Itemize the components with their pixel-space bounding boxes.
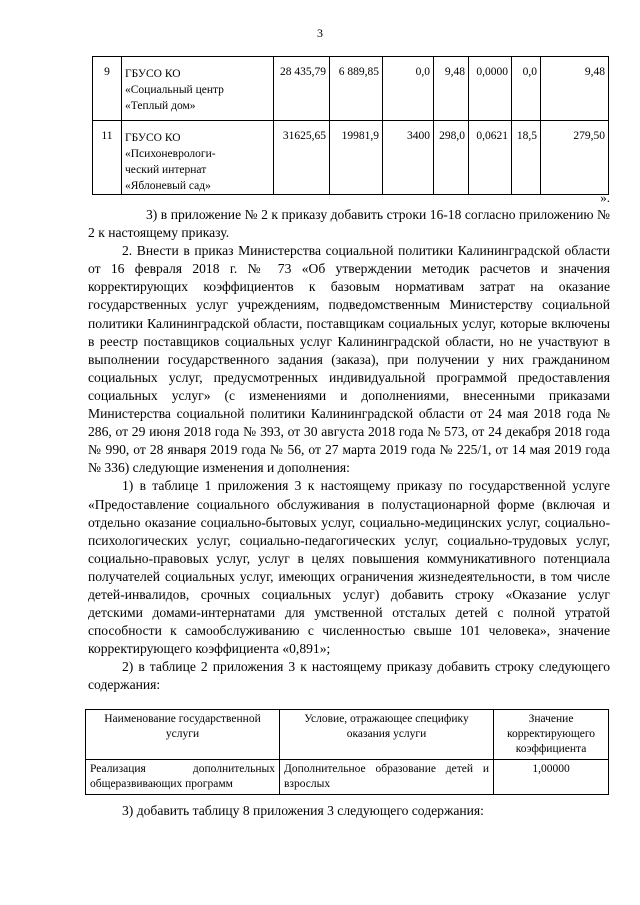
- table-row: [93, 121, 609, 195]
- row-number: 11: [93, 121, 122, 195]
- column-header: Наименование государственной услуги: [86, 710, 280, 760]
- name-line: «Социальный центр: [125, 84, 224, 96]
- name-line: «Психоневрологи-: [125, 148, 216, 160]
- value-cell: 279,50: [541, 121, 609, 195]
- coefficient-table: [85, 709, 609, 795]
- name-line: «Яблоневый сад»: [125, 180, 211, 192]
- value-cell: 18,5: [512, 121, 541, 195]
- column-header: Условие, отражающее специфику оказания услуги: [280, 710, 494, 760]
- name-line: ГБУСО КО: [125, 132, 181, 144]
- value-cell: 9,48: [541, 57, 609, 121]
- institution-name: [122, 57, 274, 121]
- value-cell: 0,0000: [469, 57, 512, 121]
- institution-name: [122, 121, 274, 195]
- main-text: [88, 206, 610, 695]
- paragraph-table-2: 2) в таблице 2 приложения 3 к настоящему приказу добавить строку следующего содержания:: [88, 659, 610, 693]
- value-cell: 28 435,79: [274, 57, 330, 121]
- paragraph-order-amendment: 2. Внести в приказ Министерства социальной политики Калининградской области от 16 февраля 2018 г. № 73 «Об утверждении методик расчетов и значения корректирующих коэффициентов к базовым нормативам затрат на оказание государственных услуг учреждениям, подведомственным Министерству социальной политики Калининградской области, поставщикам социальных услуг, которые включены в реестр поставщиков социальных услуг Калининградской области, но не участвуют в выполнении государственного задания (заказа), при получении у них гражданином социальных услуг, предусмотренных индивидуальной программой предоставления социальных услуг» (с изменениями и дополнениями, внесенными приказами Министерства социальной политики Калининградской области от 24 мая 2018 года № 286, от 29 июня 2018 года № 393, от 30 августа 2018 года № 573, от 24 декабря 2018 года № 990, от 28 января 2019 года № 56, от 27 марта 2019 года № 225/1, от 14 мая 2019 года № 336) следующие изменения и дополнения:: [88, 243, 610, 476]
- value-cell: 6 889,85: [330, 57, 383, 121]
- value-cell: 0,0621: [469, 121, 512, 195]
- column-header: Значение корректирующего коэффициента: [494, 710, 609, 760]
- row-number: 9: [93, 57, 122, 121]
- page-number: 3: [317, 26, 323, 40]
- table-row: [86, 760, 609, 795]
- value-cell: 19981,9: [330, 121, 383, 195]
- value-cell: 0,0: [383, 57, 434, 121]
- table-header-row: [86, 710, 609, 760]
- value-cell: 31625,65: [274, 121, 330, 195]
- table-cell: Реализация дополнительных общеразвивающих программ: [86, 760, 280, 795]
- value-cell: 0,0: [512, 57, 541, 121]
- name-line: ГБУСО КО: [125, 68, 181, 80]
- institutions-table: [92, 56, 609, 195]
- table-cell: Дополнительное образование детей и взрослых: [280, 760, 494, 795]
- closing-quote: ».: [600, 190, 610, 205]
- paragraph-table-1: 1) в таблице 1 приложения 3 к настоящему приказу по государственной услуге «Предоставление социального обслуживания в полустационарной форме (включая и отдельно оказание социально-бытовых услуг, социально-медицинских услуг, социально-психологических услуг, социально-педагогических услуг, социально-трудовых услуг, социально-правовых услуг, услуг в целях повышения коммуникативного потенциала получателей социальных услуг, имеющих ограничения жизнедеятельности, в том числе детей-инвалидов, срочных социальных услуг) добавить строку «Оказание услуг детскими домами-интернатами для умственной отсталых детей с полной утратой способности к самообслуживанию с численностью свыше 101 человека», значение корректирующего коэффициента «0,891»;: [88, 478, 610, 657]
- table-cell: 1,00000: [494, 760, 609, 795]
- value-cell: 298,0: [434, 121, 469, 195]
- name-line: «Теплый дом»: [125, 100, 196, 112]
- name-line: ческий интернат: [125, 164, 207, 176]
- table-row: [93, 57, 609, 121]
- value-cell: 3400: [383, 121, 434, 195]
- paragraph-table-8: 3) добавить таблицу 8 приложения 3 следующего содержания:: [122, 803, 484, 818]
- value-cell: 9,48: [434, 57, 469, 121]
- paragraph-annex-2: 3) в приложение № 2 к приказу добавить строки 16-18 согласно приложению № 2 к настоящему приказу.: [88, 207, 610, 241]
